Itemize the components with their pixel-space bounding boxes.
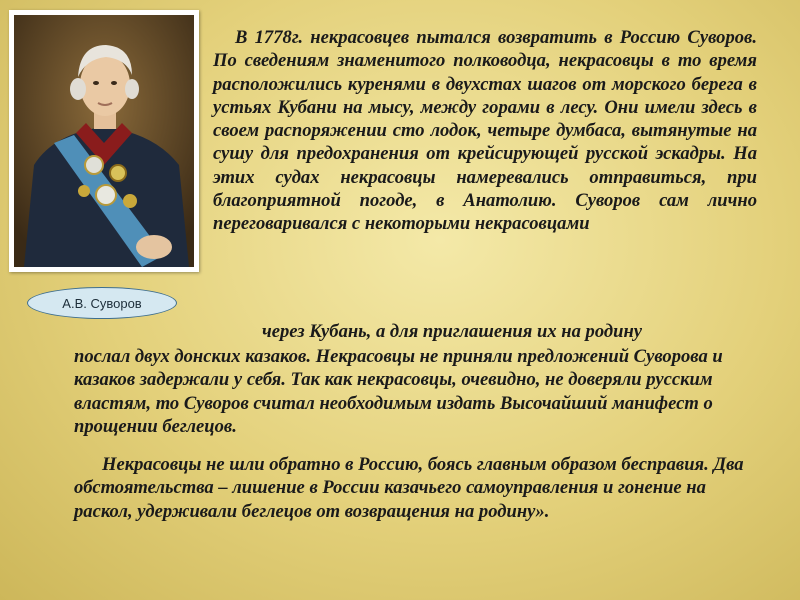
text-paragraph-3: послал двух донских казаков. Некрасовцы не приняли предложений Суворова и казаков задержали у себя. Так как некрасовцы, очевидно, не доверяли русским властям, то Суворов считал необходимым издать Высочайший манифест о прощении беглецов.: [74, 346, 723, 437]
portrait-frame: [9, 10, 199, 272]
text-paragraph-4: Некрасовцы не шли обратно в Россию, боясь главным образом бесправия. Два обстоятельства – лишение в России казачьего самоуправления и гонение на раскол, удерживали беглецов от возвращения на родину».: [74, 454, 744, 522]
suvorov-portrait-image: [14, 15, 194, 267]
portrait-caption: А.В. Суворов: [27, 287, 177, 319]
text-paragraph-1: В 1778г. некрасовцев пытался возвратить в Россию Суворов. По сведениям знаменитого полководца, некрасовцы в то время расположились куренями в двухстах шагов от морского берега в устьях Кубани на мысу, между горами в лесу. Они имели здесь в своем распоряжении сто лодок, четыре думбаса, вытянутые на сушу для предохранения от крейсирующей русской эскадры. На этих судах некрасовцы намеревались отправиться, при благоприятной погоде, в Анатолию. Суворов сам лично переговаривался с некоторыми некрасовцами: [213, 27, 757, 235]
text-paragraph-2: через Кубань, а для приглашения их на родину: [262, 321, 643, 342]
